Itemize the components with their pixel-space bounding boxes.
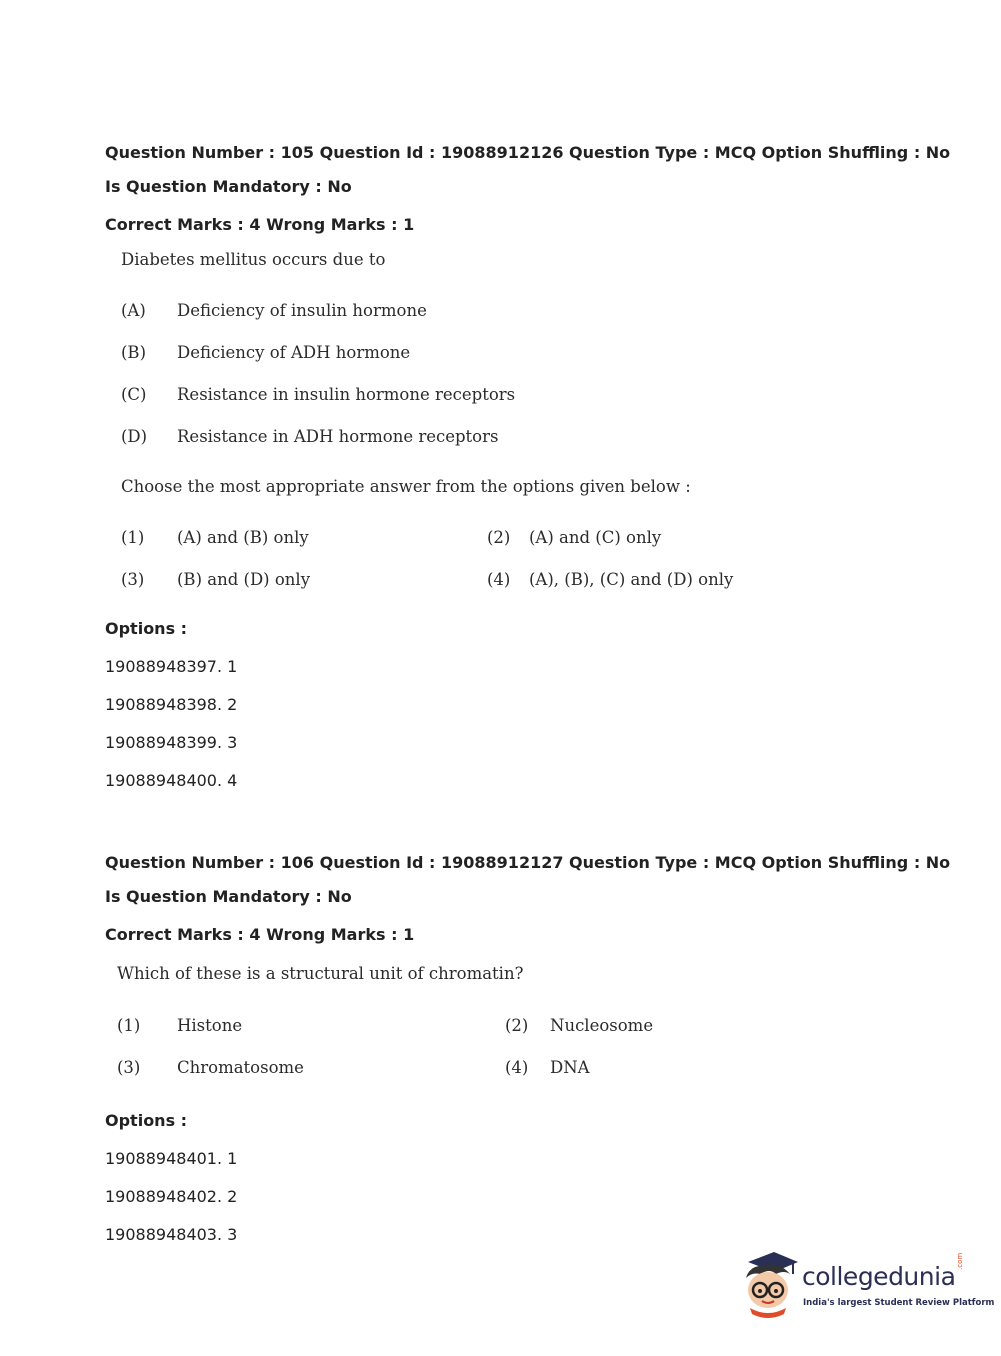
option-item: 19088948403. 3 [105, 1225, 238, 1244]
statement-text: Resistance in ADH hormone receptors [177, 427, 499, 446]
choice-text: DNA [550, 1058, 590, 1077]
choice-key: (3) [117, 1058, 141, 1077]
statement-text: Deficiency of ADH hormone [177, 343, 411, 362]
choice-text: (A) and (B) only [177, 528, 309, 547]
question-meta: Question Number : 106 Question Id : 19088912127 Question Type : MCQ Option Shuffling : No [105, 853, 951, 872]
statement-key: (A) [121, 301, 146, 320]
statement-key: (B) [121, 343, 146, 362]
choice-key: (3) [121, 570, 145, 589]
choice-key: (1) [117, 1016, 141, 1035]
instruction-text: Choose the most appropriate answer from the options given below : [121, 477, 691, 496]
choice-key: (2) [487, 528, 511, 547]
logo-suffix: .com [956, 1252, 964, 1270]
options-heading: Options : [105, 1111, 188, 1130]
question-mandatory: Is Question Mandatory : No [105, 887, 352, 906]
statement-text: Resistance in insulin hormone receptors [177, 385, 516, 404]
statement-text: Deficiency of insulin hormone [177, 301, 427, 320]
option-item: 19088948400. 4 [105, 771, 238, 790]
logo-tagline: India's largest Student Review Platform [803, 1298, 995, 1308]
question-text: Diabetes mellitus occurs due to [121, 250, 386, 269]
question-mandatory: Is Question Mandatory : No [105, 177, 352, 196]
choice-key: (4) [487, 570, 511, 589]
statement-key: (D) [121, 427, 148, 446]
option-item: 19088948402. 2 [105, 1187, 238, 1206]
choice-text: Chromatosome [177, 1058, 304, 1077]
question-marks: Correct Marks : 4 Wrong Marks : 1 [105, 215, 415, 234]
question-marks: Correct Marks : 4 Wrong Marks : 1 [105, 925, 415, 944]
choice-text: Nucleosome [550, 1016, 654, 1035]
options-heading: Options : [105, 619, 188, 638]
choice-key: (2) [505, 1016, 529, 1035]
mascot-icon [740, 1248, 802, 1320]
choice-key: (4) [505, 1058, 529, 1077]
choice-text: Histone [177, 1016, 243, 1035]
choice-text: (A), (B), (C) and (D) only [529, 570, 734, 589]
logo-wordmark: collegedunia [802, 1262, 956, 1291]
question-meta: Question Number : 105 Question Id : 19088912126 Question Type : MCQ Option Shuffling : No [105, 143, 951, 162]
choice-text: (B) and (D) only [177, 570, 311, 589]
option-item: 19088948397. 1 [105, 657, 238, 676]
choice-text: (A) and (C) only [529, 528, 662, 547]
option-item: 19088948399. 3 [105, 733, 238, 752]
choice-key: (1) [121, 528, 145, 547]
option-item: 19088948401. 1 [105, 1149, 238, 1168]
statement-key: (C) [121, 385, 147, 404]
option-item: 19088948398. 2 [105, 695, 238, 714]
question-text: Which of these is a structural unit of chromatin? [117, 964, 524, 983]
